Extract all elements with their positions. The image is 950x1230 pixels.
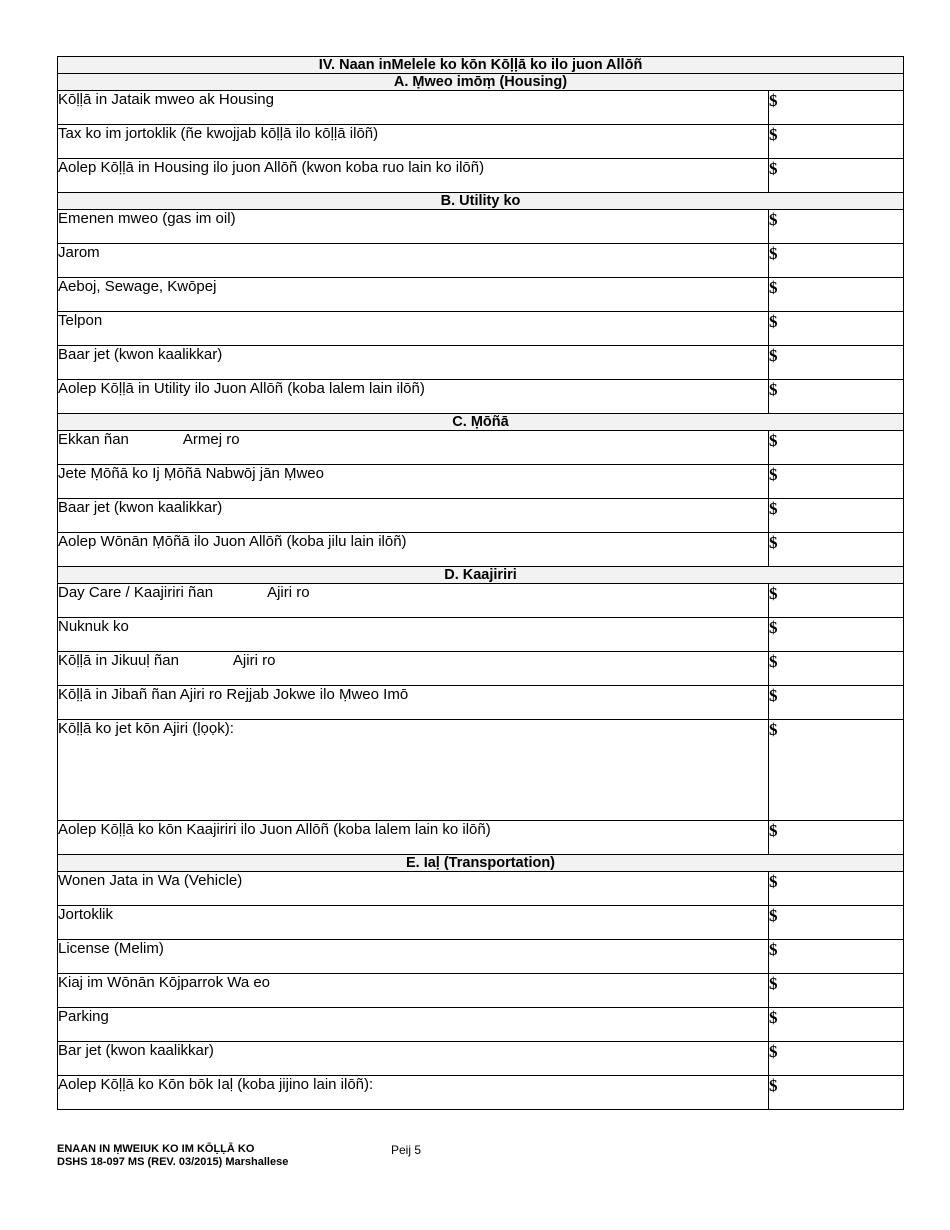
row-label: License (Melim) <box>58 940 769 974</box>
row-label: Emenen mweo (gas im oil) <box>58 210 769 244</box>
row-label-part: Kōḷḷā in Jikuuḷ ñan <box>58 652 179 669</box>
row-label[interactable]: Kōḷḷā ko jet kōn Ajiri (ḷọọk): <box>58 720 769 821</box>
row-label: Baar jet (kwon kaalikkar) <box>58 499 769 533</box>
amount-field[interactable]: $ <box>769 380 904 414</box>
amount-field[interactable]: $ <box>769 278 904 312</box>
table-row <box>58 652 904 686</box>
form-title: IV. Naan inMelele ko kōn Kōḷḷā ko ilo juon Allōñ <box>58 57 904 74</box>
section-heading-housing: A. Ṃweo imōṃ (Housing) <box>58 74 904 91</box>
amount-field[interactable]: $ <box>769 125 904 159</box>
table-row <box>58 940 904 974</box>
row-label-part: Ekkan ñan <box>58 431 129 448</box>
amount-field[interactable]: $ <box>769 312 904 346</box>
table-row <box>58 210 904 244</box>
section-heading-utility: B. Utility ko <box>58 193 904 210</box>
row-label <box>58 584 769 618</box>
table-row <box>58 244 904 278</box>
amount-field[interactable]: $ <box>769 872 904 906</box>
row-label: Aeboj, Sewage, Kwōpej <box>58 278 769 312</box>
row-label: Bar jet (kwon kaalikkar) <box>58 1042 769 1076</box>
row-label: Aolep Wōnān Ṃōñā ilo Juon Allōñ (koba jilu lain ilōñ) <box>58 533 769 567</box>
row-label-part: Day Care / Kaajiriri ñan <box>58 584 214 601</box>
row-label: Telpon <box>58 312 769 346</box>
table-row <box>58 499 904 533</box>
table-row <box>58 974 904 1008</box>
row-label: Jarom <box>58 244 769 278</box>
amount-field[interactable]: $ <box>769 91 904 125</box>
table-row <box>58 720 904 821</box>
section-heading-care: D. Kaajiriri <box>58 567 904 584</box>
amount-field[interactable]: $ <box>769 686 904 720</box>
amount-field[interactable]: $ <box>769 465 904 499</box>
row-label: Parking <box>58 1008 769 1042</box>
table-row <box>58 159 904 193</box>
row-label: Wonen Jata in Wa (Vehicle) <box>58 872 769 906</box>
table-row <box>58 533 904 567</box>
table-row <box>58 380 904 414</box>
footer-title: ENAAN IN ṂWEIUK KO IM KŌḶḶĀ KO <box>57 1143 255 1155</box>
amount-field[interactable]: $ <box>769 940 904 974</box>
amount-field[interactable]: $ <box>769 652 904 686</box>
table-row <box>58 312 904 346</box>
row-label: Nuknuk ko <box>58 618 769 652</box>
table-row <box>58 872 904 906</box>
table-row <box>58 618 904 652</box>
amount-field[interactable]: $ <box>769 584 904 618</box>
table-row <box>58 1042 904 1076</box>
table-row <box>58 821 904 855</box>
table-row <box>58 686 904 720</box>
table-row <box>58 91 904 125</box>
row-label: Kōḷḷā in Jibañ ñan Ajiri ro Rejjab Jokwe ilo Ṃweo Imō <box>58 686 769 720</box>
row-label <box>58 431 769 465</box>
amount-field[interactable]: $ <box>769 906 904 940</box>
amount-field[interactable]: $ <box>769 244 904 278</box>
form-footer <box>57 1143 288 1169</box>
row-label <box>58 652 769 686</box>
footer-form-number: DSHS 18-097 MS (REV. 03/2015) Marshallese <box>57 1156 289 1168</box>
row-label-part: Ajiri ro <box>232 652 276 669</box>
table-row <box>58 906 904 940</box>
amount-field[interactable]: $ <box>769 974 904 1008</box>
row-label: Jortoklik <box>58 906 769 940</box>
row-label-part: Armej ro <box>182 431 240 448</box>
row-label: Aolep Kōḷḷā in Utility ilo Juon Allōñ (koba lalem lain ilōñ) <box>58 380 769 414</box>
amount-field[interactable]: $ <box>769 1076 904 1110</box>
expense-form-table <box>57 56 904 1110</box>
amount-field[interactable]: $ <box>769 533 904 567</box>
amount-field[interactable]: $ <box>769 1042 904 1076</box>
table-row <box>58 1008 904 1042</box>
row-label: Aolep Kōḷḷā ko Kōn bōk Iaḷ (koba jijino lain ilōñ): <box>58 1076 769 1110</box>
section-heading-transport: E. Iaḷ (Transportation) <box>58 855 904 872</box>
amount-field[interactable]: $ <box>769 499 904 533</box>
table-row <box>58 346 904 380</box>
amount-field[interactable]: $ <box>769 1008 904 1042</box>
section-heading-food: C. Ṃōñā <box>58 414 904 431</box>
row-label: Jete Ṃōñā ko Ij Ṃōñā Nabwōj jān Ṃweo <box>58 465 769 499</box>
table-row <box>58 125 904 159</box>
table-row <box>58 431 904 465</box>
amount-field[interactable]: $ <box>769 431 904 465</box>
row-label: Kiaj im Wōnān Kōjparrok Wa eo <box>58 974 769 1008</box>
amount-field[interactable]: $ <box>769 159 904 193</box>
amount-field[interactable]: $ <box>769 821 904 855</box>
table-row <box>58 1076 904 1110</box>
amount-field[interactable]: $ <box>769 346 904 380</box>
table-row <box>58 584 904 618</box>
row-label: Tax ko im jortoklik (ñe kwojjab kōḷḷā ilo kōḷḷā ilōñ) <box>58 125 769 159</box>
row-label-part: Ajiri ro <box>267 584 310 601</box>
amount-field[interactable]: $ <box>769 720 904 821</box>
page-number: Peij 5 <box>391 1143 422 1157</box>
table-row <box>58 278 904 312</box>
row-label: Kōḷḷā in Jataik mweo ak Housing <box>58 91 769 125</box>
row-label: Baar jet (kwon kaalikkar) <box>58 346 769 380</box>
amount-field[interactable]: $ <box>769 210 904 244</box>
row-label: Aolep Kōḷḷā ko kōn Kaajiriri ilo Juon Allōñ (koba lalem lain ko ilōñ) <box>58 821 769 855</box>
table-row <box>58 465 904 499</box>
amount-field[interactable]: $ <box>769 618 904 652</box>
row-label: Aolep Kōḷḷā in Housing ilo juon Allōñ (kwon koba ruo lain ko ilōñ) <box>58 159 769 193</box>
